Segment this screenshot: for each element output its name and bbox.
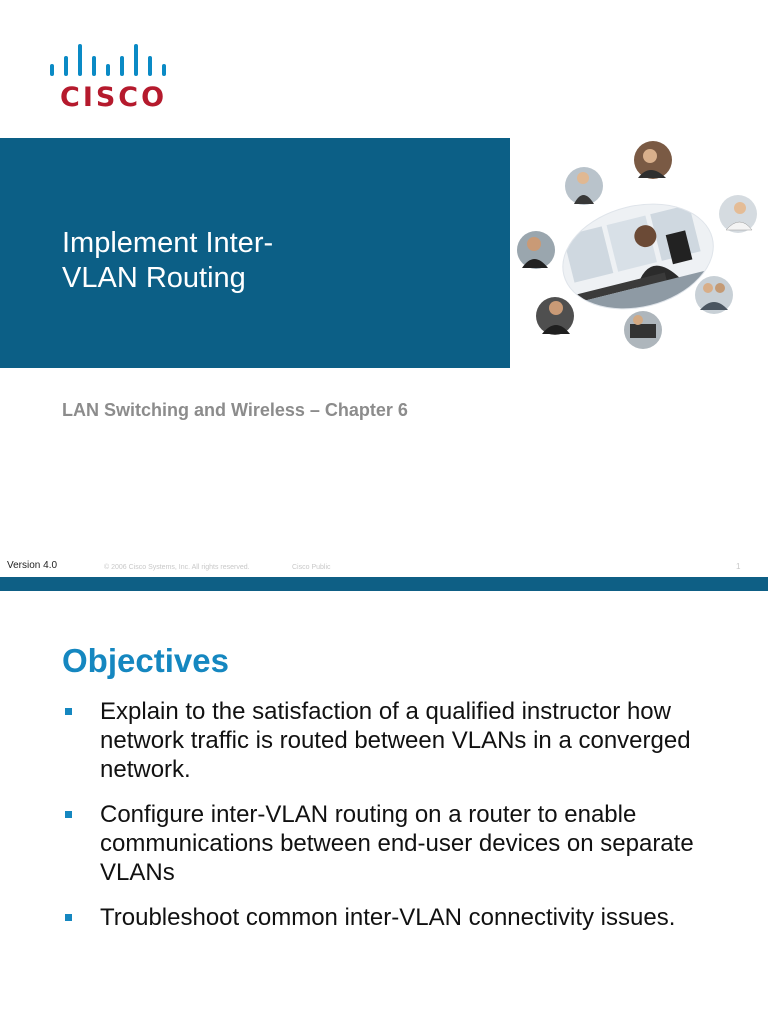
bullet-square-icon bbox=[65, 708, 72, 715]
objectives-list bbox=[62, 697, 742, 948]
slide-title-line-1: Implement Inter- bbox=[62, 227, 274, 259]
slide-divider bbox=[0, 577, 768, 591]
bullet-text: Explain to the satisfaction of a qualified instructor how network traffic is routed between VLANs in a converged network. bbox=[100, 698, 691, 783]
people-collage-illustration bbox=[510, 138, 768, 368]
footer-classification: Cisco Public bbox=[292, 564, 331, 571]
bullet-text: Configure inter-VLAN routing on a router to enable communications between end-user devices on separate VLANs bbox=[100, 801, 694, 886]
slide-title-line-2: VLAN Routing bbox=[62, 262, 246, 294]
slide-title bbox=[62, 226, 422, 296]
bullet-text: Troubleshoot common inter-VLAN connectivity issues. bbox=[100, 904, 676, 931]
footer-copyright: © 2006 Cisco Systems, Inc. All rights reserved. bbox=[104, 564, 250, 571]
objectives-heading: Objectives bbox=[62, 642, 229, 679]
list-item bbox=[62, 697, 742, 784]
cisco-logo bbox=[50, 42, 174, 112]
objectives-slide bbox=[0, 591, 768, 1024]
footer-version: Version 4.0 bbox=[7, 560, 58, 571]
list-item bbox=[62, 903, 742, 932]
slide-subtitle: LAN Switching and Wireless – Chapter 6 bbox=[62, 400, 408, 420]
cisco-logo-bars-icon bbox=[50, 42, 174, 76]
bullet-square-icon bbox=[65, 811, 72, 818]
cisco-wordmark: CISCO bbox=[60, 82, 168, 113]
footer-page-number: 1 bbox=[736, 562, 741, 571]
list-item bbox=[62, 800, 742, 887]
people-collage-image bbox=[508, 138, 768, 368]
bullet-square-icon bbox=[65, 914, 72, 921]
